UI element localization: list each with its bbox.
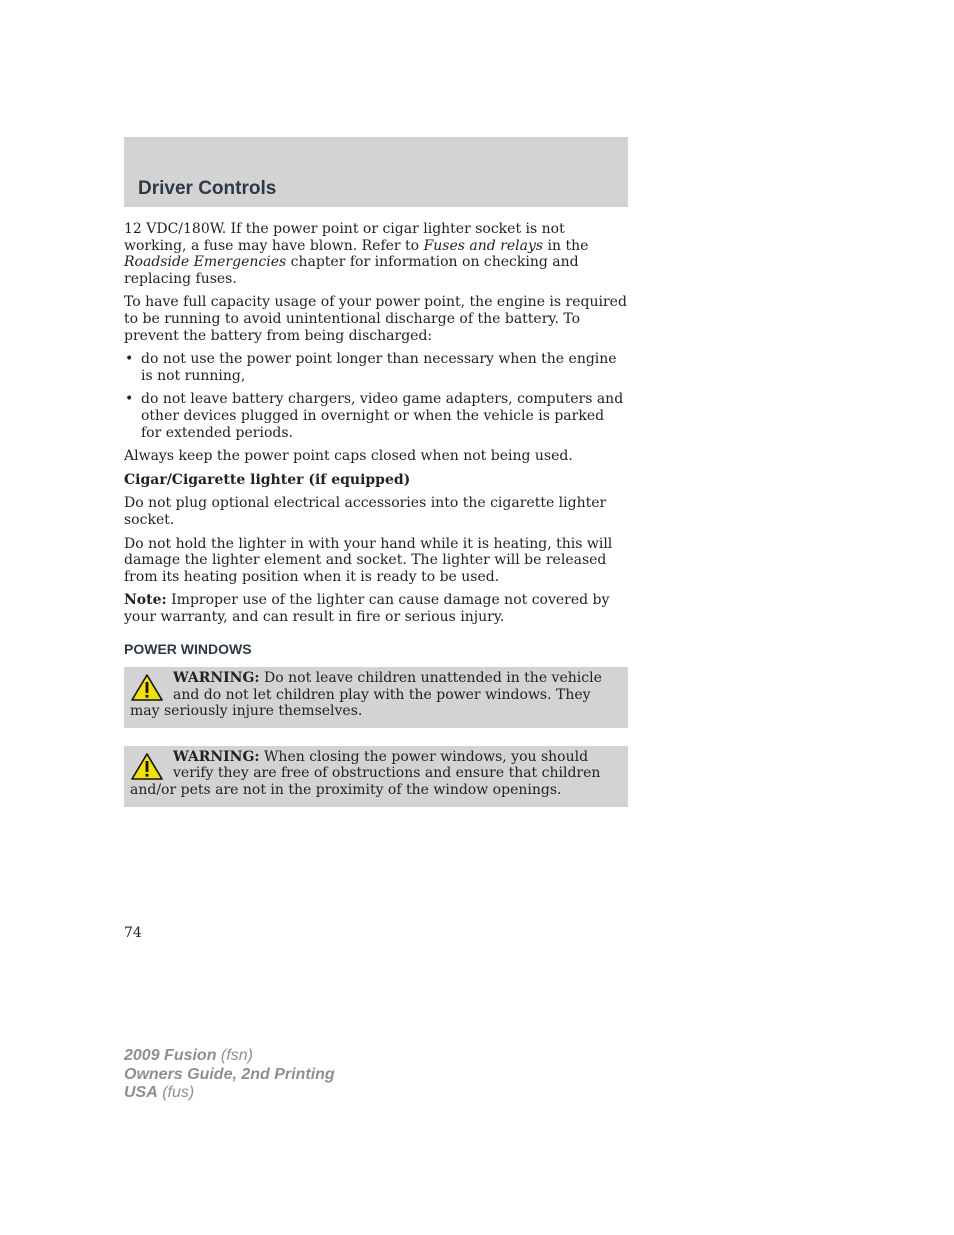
list-item-text: do not leave battery chargers, video game adapters, computers and other devices plugged in overnight or when the vehicle is parked for extended periods.	[141, 391, 624, 441]
warning-text: When closing the power windows, you should verify they are free of obstructions and ensure that children and/or pets are not in the proximity of the window openings.	[130, 748, 601, 799]
lighter-note	[124, 592, 628, 625]
warning-triangle-icon	[130, 673, 164, 703]
power-windows-heading: POWER WINDOWS	[124, 641, 252, 658]
note-label: Note:	[124, 592, 167, 609]
bullet-icon: •	[125, 391, 134, 408]
intro-text: 12 VDC/180W. If the power point or cigar lighter socket is not working, a fuse may have blown. Refer to	[124, 221, 565, 254]
ref-fuses-and-relays: Fuses and relays	[423, 237, 544, 254]
intro-text: chapter for information on checking and replacing fuses.	[124, 254, 579, 287]
warning-box	[124, 746, 628, 807]
footer-market: USA	[124, 1084, 158, 1101]
footer-line-3	[124, 1084, 335, 1103]
warning-label: WARNING:	[173, 748, 260, 765]
lighter-paragraph-1: Do not plug optional electrical accessories into the cigarette lighter socket.	[124, 495, 607, 528]
footer-guide: Owners Guide, 2nd Printing	[124, 1065, 335, 1083]
bullet-list	[124, 351, 628, 441]
footer-line-1	[124, 1047, 335, 1066]
footer-market-code: (fus)	[157, 1084, 195, 1101]
intro-paragraph-2: To have full capacity usage of your power point, the engine is required to be running to avoid unintentional discharge of the battery. To prevent the battery from being discharged:	[124, 294, 627, 344]
footer-model-code: (fsn)	[216, 1047, 253, 1064]
warning-triangle-icon	[130, 752, 164, 782]
section-header-band	[124, 137, 628, 207]
list-item	[124, 351, 628, 384]
bullet-icon: •	[125, 351, 134, 368]
list-item	[124, 391, 628, 441]
page-content	[124, 221, 628, 825]
warning-box	[124, 667, 628, 728]
footer-line-2	[124, 1066, 335, 1085]
lighter-heading: Cigar/Cigarette lighter (if equipped)	[124, 471, 411, 488]
document-footer	[124, 1047, 335, 1103]
intro-paragraph-1	[124, 221, 628, 287]
page-number: 74	[124, 925, 142, 941]
warning-text: Do not leave children unattended in the vehicle and do not let children play with the power windows. They may seriously injure themselves.	[130, 670, 602, 720]
intro-paragraph-3: Always keep the power point caps closed when not being used.	[124, 448, 573, 465]
intro-text: in the	[543, 237, 589, 254]
list-item-text: do not use the power point longer than necessary when the engine is not running,	[141, 351, 617, 384]
footer-model: 2009 Fusion	[124, 1047, 217, 1064]
section-title: Driver Controls	[138, 178, 277, 199]
note-text: Improper use of the lighter can cause damage not covered by your warranty, and can result in fire or serious injury.	[124, 592, 610, 625]
warning-label: WARNING:	[173, 670, 260, 687]
lighter-paragraph-2: Do not hold the lighter in with your hand while it is heating, this will damage the lighter element and socket. The lighter will be released from its heating position when it is ready to be used.	[124, 535, 613, 585]
ref-roadside-emergencies: Roadside Emergencies	[124, 254, 287, 271]
